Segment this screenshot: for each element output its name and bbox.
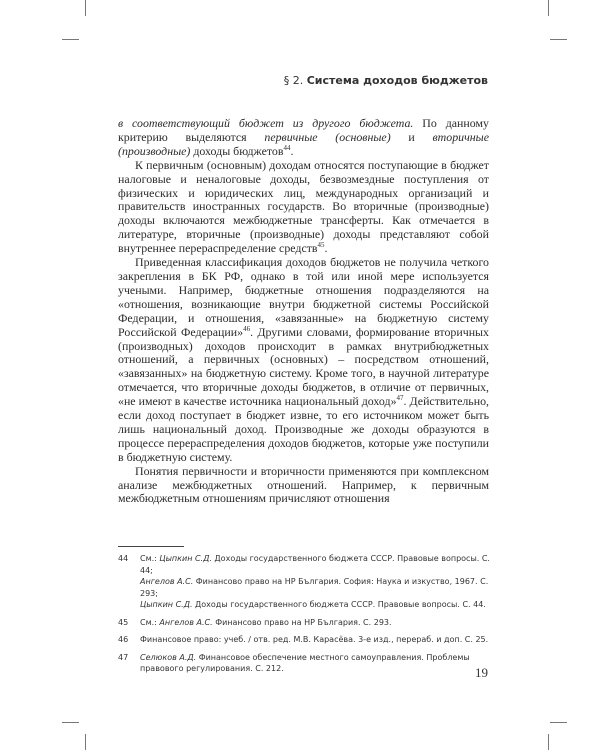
- running-head: [100, 74, 488, 87]
- p4-text: Понятия первичности и вторичности применяются при комплексном анализе межбюджетных отношений. Например, к первичным межбюджетным отношениям причисляют отношения: [118, 463, 489, 506]
- footnote-ref-45: 45: [317, 241, 325, 250]
- body-text: [118, 117, 489, 506]
- footnote-ref-47: 47: [396, 394, 404, 403]
- fn45-author: Ангелов А.С.: [159, 617, 213, 627]
- p1-italic-e: вторичные (производные): [118, 129, 489, 158]
- paragraph-3: [118, 256, 489, 465]
- footnote-ref-44: 44: [283, 143, 291, 152]
- fn44-l2b: Финансово право на НР България. София: Наука и изкуство, 1967. С. 293;: [140, 577, 489, 598]
- footnote-47: [118, 652, 490, 675]
- p1-text-f: доходы бюджетов: [190, 143, 284, 158]
- footnote-46: [118, 634, 490, 646]
- p1-italic-c: первичные (основные): [264, 129, 391, 144]
- footnote-text: [140, 553, 490, 611]
- fn47-b: Финансовое обеспечение местного самоуправления. Проблемы правового регулирования. С. 212.: [140, 652, 470, 673]
- crop-mark-bottom-left-h: [62, 722, 79, 723]
- footnote-ref-46: 46: [243, 324, 251, 333]
- fn47-author: Селюков А.Д.: [140, 652, 197, 662]
- fn44-l3-author: Цыпкин С.Д.: [140, 600, 193, 609]
- crop-mark-bottom-right-v: [548, 734, 549, 750]
- crop-mark-top-right-v: [548, 0, 549, 16]
- fn44-l2-author: Ангелов А.С.: [140, 577, 194, 586]
- p2-text: К первичным (основным) доходам относятся поступающие в бюджет налоговые и неналоговые доходы, безвозмездные поступления от физических и юридических лиц, международных организаций и правительств иностранных государств. Во вторичные (производные) доходы включаются межбюджетные трансферты. Как отмечается в литературе, вторичные (производные) доходы представляют собой внутреннее перераспределение средств: [118, 157, 489, 256]
- footnote-number: 47: [118, 652, 129, 662]
- crop-mark-top-right-h: [550, 39, 567, 40]
- paragraph-2: [118, 159, 489, 256]
- p1-italic-a: в соответствующий бюджет из другого бюджета.: [118, 116, 414, 130]
- fn44-l1c: Доходы государственного бюджета СССР. Правовые вопросы. С. 44;: [140, 554, 490, 575]
- crop-mark-top-left-h: [62, 39, 79, 40]
- fn44-l1a: См.:: [140, 554, 160, 563]
- footnote-number: 45: [118, 617, 129, 627]
- fn44-l3b: Доходы государственного бюджета СССР. Правовые вопросы. С. 44.: [192, 600, 486, 609]
- footnote-text: [140, 617, 490, 629]
- crop-mark-bottom-left-v: [85, 734, 86, 750]
- page-number: 19: [475, 665, 488, 680]
- p3-text-b: . Другими словами, формирование вторичных (производных) доходов происходит в рамках внутрибюджетных отношений, а первичных (основных) – посредством отношений, «завязанных» на бюджетную систему. Кроме того, в научной литературе отмечается, что вторичные доходы бюджетов, в отличие от первичных, «не имеют в качестве источника национальный доход»: [118, 324, 489, 409]
- footnotes: [118, 553, 490, 681]
- fn45-c: Финансово право на НР България. С. 293.: [212, 617, 392, 627]
- p1-text-g: .: [290, 143, 294, 158]
- crop-mark-bottom-right-h: [550, 722, 567, 723]
- footnote-text: Финансовое право: учеб. / отв. ред. М.В. Карасёва. 3-е изд., перераб. и доп. С. 25.: [140, 635, 489, 644]
- footnote-separator: [118, 546, 184, 547]
- running-head-section: § 2.: [283, 74, 304, 87]
- footnote-44: [118, 553, 490, 611]
- footnote-45: [118, 617, 490, 629]
- p2-end: .: [324, 241, 328, 256]
- footnote-text: [140, 652, 490, 675]
- paragraph-1: [118, 117, 489, 159]
- fn44-l1-author: Цыпкин С.Д.: [159, 554, 212, 563]
- p3-text-c: . Действительно, если доход поступает в бюджет извне, то его источником может быть лишь национальный доход. Производные же доходы образуются в процессе перераспределения доходов бюджетов, которые уже поступили в бюджетную систему.: [118, 394, 489, 464]
- fn45-a: См.:: [140, 617, 160, 627]
- p1-text-d: и: [390, 129, 433, 144]
- footnote-number: 44: [118, 554, 129, 563]
- paragraph-4: [118, 465, 489, 507]
- p3-text-a: Приведенная классификация доходов бюджетов не получила четкого закрепления в БК РФ, однако в той или иной мере используется учеными. Например, бюджетные отношения подразделяются на «отношения, возникающие внутри бюджетной системы Российской Федерации, и отношения, «завязанные» на бюджетную систему Российской Федерации»: [118, 255, 489, 339]
- running-head-title: Система доходов бюджетов: [306, 74, 488, 87]
- crop-mark-top-left-v: [85, 0, 86, 16]
- p1-text-b: По данному критерию выделяются: [118, 116, 489, 144]
- footnote-number: 46: [118, 635, 129, 644]
